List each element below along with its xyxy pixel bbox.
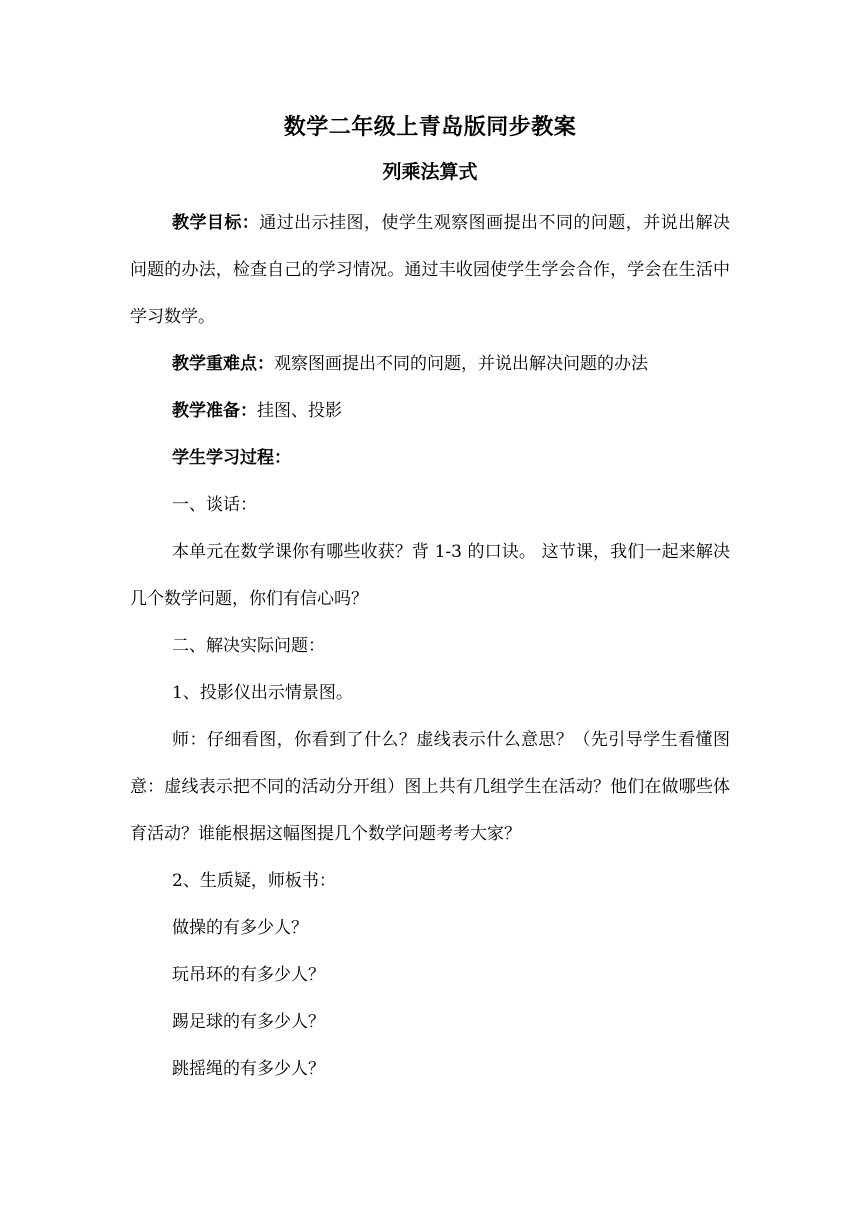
question-item: 做操的有多少人？ bbox=[172, 918, 308, 938]
section1-heading: 一、谈话： bbox=[172, 495, 257, 515]
key-points-text: 观察图画提出不同的问题，并说出解决问题的办法 bbox=[274, 354, 648, 374]
preparation-text: 挂图、投影 bbox=[257, 401, 342, 421]
key-points-label: 教学重难点： bbox=[172, 354, 274, 374]
preparation-label: 教学准备： bbox=[172, 401, 257, 421]
process-heading-paragraph bbox=[130, 435, 730, 482]
step1-text: 1、投影仪出示情景图。 bbox=[172, 683, 353, 703]
step2-text: 2、生质疑，师板书： bbox=[172, 871, 336, 891]
question-item: 玩吊环的有多少人？ bbox=[172, 965, 325, 985]
lesson-subtitle: 列乘法算式 bbox=[382, 161, 478, 183]
section2-heading: 二、解决实际问题： bbox=[172, 636, 325, 656]
process-heading: 学生学习过程： bbox=[172, 448, 291, 468]
question-item: 跳摇绳的有多少人？ bbox=[172, 1059, 325, 1079]
objectives-label: 教学目标： bbox=[172, 213, 260, 233]
objectives-text: 通过出示挂图，使学生观察图画提出不同的问题，并说出解决问题的办法，检查自己的学习情况。通过丰收园使学生学会合作，学会在生活中学习数学。 bbox=[130, 213, 731, 327]
teacher-text: 师：仔细看图，你看到了什么？虚线表示什么意思？（先引导学生看懂图意：虚线表示把不同的活动分开组）图上共有几组学生在活动？他们在做哪些体育活动？谁能根据这幅图提几个数学问题考考大家？ bbox=[130, 730, 730, 844]
document-title: 数学二年级上青岛版同步教案 bbox=[283, 115, 577, 140]
question-item: 踢足球的有多少人？ bbox=[172, 1012, 325, 1032]
key-points-paragraph bbox=[130, 341, 730, 388]
objectives-paragraph bbox=[130, 200, 730, 341]
document-body bbox=[130, 200, 730, 1093]
preparation-paragraph bbox=[130, 388, 730, 435]
section1-text: 本单元在数学课你有哪些收获？背 1-3 的口诀。 这节课，我们一起来解决几个数学问题，你们有信心吗？ bbox=[130, 542, 730, 609]
